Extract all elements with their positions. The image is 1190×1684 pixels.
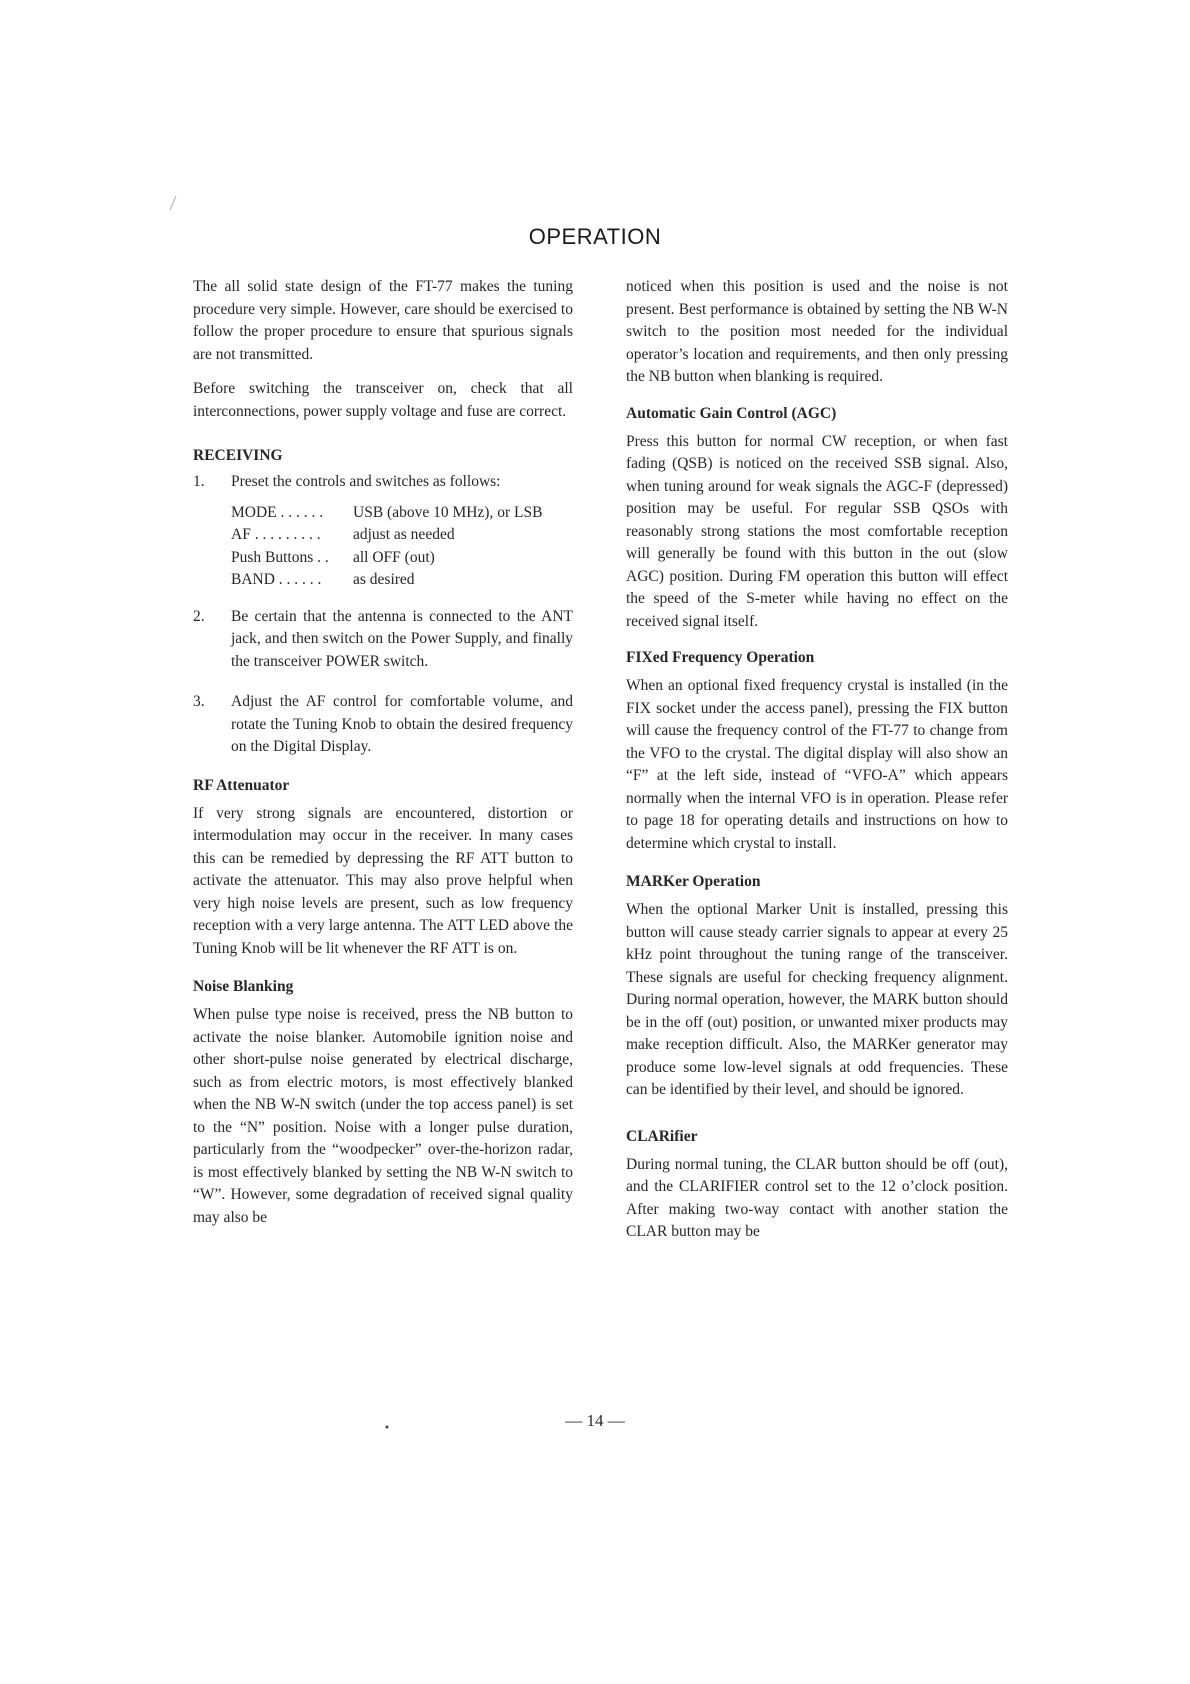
page-number: — 14 — [565,1411,625,1430]
marker-heading: MARKer Operation [626,873,761,890]
scan-speck-stroke [170,196,176,210]
rf-attenuator-body: If very strong signals are encountered, distortion or intermodulation may occur in the receiver. In many cases this can be remedied by depressing the RF ATT button to activate the attenuator. This may also prove helpful when very high noise levels are present, such as low frequency reception with a very large antenna. The ATT LED above the Tuning Knob will be lit whenever the RF ATT is on. [193,804,573,957]
setting-key: Push Buttons . . [231,548,329,566]
right-column [626,276,1008,1244]
clarifier-body: During normal tuning, the CLAR button should be off (out), and the CLARIFIER control set to the 12 o’clock position. After making two-way contact with another station the CLAR button may be [626,1155,1008,1240]
noise-blanking-heading: Noise Blanking [193,978,294,995]
step-text: Preset the controls and switches as follows: [231,473,501,490]
setting-row-push-buttons [231,547,573,570]
step-number: 2. [193,607,205,625]
step-number: 3. [193,693,205,710]
page-title: OPERATION [528,224,662,249]
noise-blanking-body: When pulse type noise is received, press the NB button to activate the noise blanker. Automobile ignition noise and other short-pulse noise generated by electrical discharge, such as from electric motors, is most effectively blanked when the NB W-N switch (under the top access panel) is set to the “N” position. Noise with a longer pulse duration, particularly from the “woodpecker” over-the-horizon radar, is most effectively blanked by setting the NB W-N switch to “W”. However, some degradation of received signal quality may also be [193,1006,573,1226]
nb-continuation-paragraph: noticed when this position is used and the noise is not present. Best performance is obtained by setting the NB W-N switch to the position most needed for the individual operator’s location and requirements, and then only pressing the NB button when blanking is required. [626,278,1008,385]
setting-value: USB (above 10 MHz), or LSB [353,503,543,521]
scan-dot [386,1426,389,1429]
setting-key: BAND . . . . . . [231,571,322,588]
fix-heading: FIXed Frequency Operation [626,649,815,666]
receiving-step-1 [193,471,573,494]
receiving-heading: RECEIVING [193,447,283,464]
setting-key: AF . . . . . . . . . [231,526,321,543]
scan-dot-mark [385,1425,389,1429]
clarifier-heading: CLARifier [626,1127,698,1145]
setting-row-af [231,524,573,547]
fix-body: When an optional fixed frequency crystal is installed (in the FIX socket under the access panel), pressing the FIX button will cause the frequency control of the FT-77 to change from the VFO to the crystal. The digital display will also show an “F” at the left side, instead of “VFO-A” which appears normally when the internal VFO is in operation. Please refer to page 18 for operating details and instructions on how to determine which crystal to install. [626,677,1008,852]
rf-attenuator-heading: RF Attenuator [193,776,290,794]
settings-list [231,502,573,592]
left-column [193,276,573,1229]
marker-body: When the optional Marker Unit is installed, pressing this button will cause steady carrier signals to appear at every 25 kHz point throughout the tuning range of the transceiver. These signals are useful for checking frequency alignment. During normal operation, however, the MARK button should be in the off (out) position, or unwanted mixer products may make reception difficult. Also, the MARKer generator may produce some low-level signals at odd frequencies. These can be identified by their level, and should be ignored. [626,901,1008,1098]
intro-paragraph-2: Before switching the transceiver on, check that all interconnections, power supply voltage and fuse are correct. [193,380,573,420]
step-number: 1. [193,473,205,490]
setting-value: as desired [353,571,415,588]
setting-row-mode [231,502,573,525]
setting-key: MODE . . . . . . [231,503,324,521]
receiving-step-3 [193,691,573,759]
agc-body: Press this button for normal CW reception, or when fast fading (QSB) is noticed on the received SSB signal. Also, when tuning around for weak signals the AGC-F (depressed) position may be useful. For regular SSB QSOs with reasonably strong stations the most comfortable reception will generally be found with this button in the out (slow AGC) position. During FM operation this button will effect the speed of the S-meter while having no effect on the received signal itself. [626,432,1008,630]
step-text: Be certain that the antenna is connected to the ANT jack, and then switch on the Power Supply, and finally the transceiver POWER switch. [231,607,573,670]
step-text: Adjust the AF control for comfortable volume, and rotate the Tuning Knob to obtain the desired frequency on the Digital Display. [231,693,573,755]
agc-heading: Automatic Gain Control (AGC) [626,404,837,422]
receiving-step-2 [193,606,573,674]
scan-speck-mark [168,195,178,211]
intro-paragraph-1: The all solid state design of the FT-77 makes the tuning procedure very simple. However, care should be exercised to follow the proper procedure to ensure that spurious signals are not transmitted. [193,278,573,363]
setting-value: all OFF (out) [353,548,435,566]
setting-value: adjust as needed [353,526,455,543]
setting-row-band [231,569,573,592]
